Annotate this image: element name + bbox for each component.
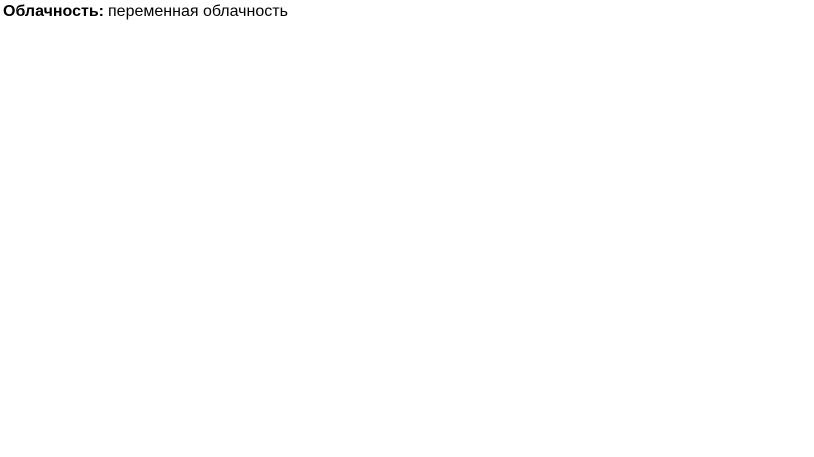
cell: переменная облачность	[108, 3, 288, 20]
row-label: Облачность:	[3, 3, 105, 20]
